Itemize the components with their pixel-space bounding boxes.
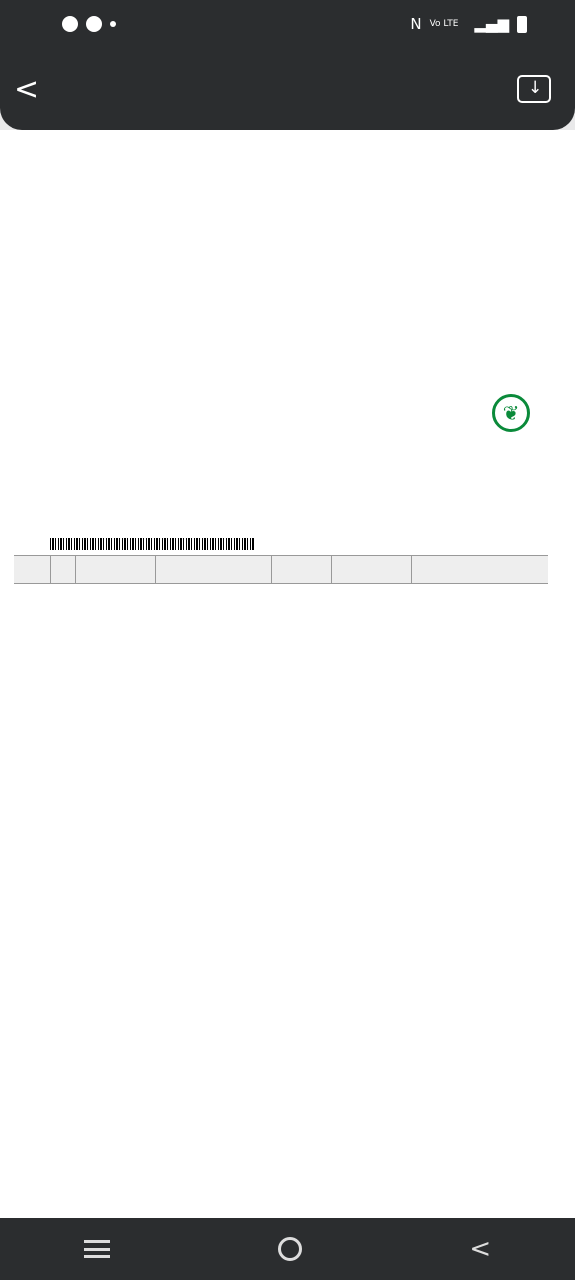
col-item bbox=[75, 556, 155, 584]
facebook-icon bbox=[86, 16, 102, 32]
notification-icons bbox=[62, 16, 116, 32]
col-details bbox=[411, 556, 548, 584]
messenger-icon bbox=[62, 16, 78, 32]
statement-document bbox=[0, 130, 575, 1218]
navigation-bar bbox=[0, 1218, 575, 1280]
download-icon[interactable] bbox=[517, 75, 551, 103]
col-date bbox=[14, 556, 50, 584]
more-notifications-icon bbox=[110, 21, 116, 27]
col-time bbox=[50, 556, 75, 584]
home-icon[interactable] bbox=[278, 1237, 302, 1261]
back-icon[interactable]: < bbox=[469, 1234, 492, 1264]
battery-icon bbox=[517, 16, 527, 33]
transaction-table bbox=[14, 555, 548, 584]
recent-apps-icon[interactable] bbox=[84, 1240, 110, 1258]
status-bar bbox=[0, 0, 575, 48]
nfc-icon: N bbox=[410, 15, 422, 33]
barcode bbox=[50, 538, 255, 550]
back-arrow-icon[interactable]: < bbox=[14, 71, 40, 107]
col-withdraw-deposit bbox=[155, 556, 271, 584]
app-header bbox=[0, 48, 575, 130]
system-icons bbox=[410, 15, 535, 33]
volte-icon: Vo LTE bbox=[429, 19, 459, 29]
col-balance bbox=[271, 556, 331, 584]
col-channel bbox=[331, 556, 411, 584]
kbank-logo-icon: ❦ bbox=[492, 394, 530, 432]
signal-icon: ▂▄▆ bbox=[474, 15, 509, 33]
